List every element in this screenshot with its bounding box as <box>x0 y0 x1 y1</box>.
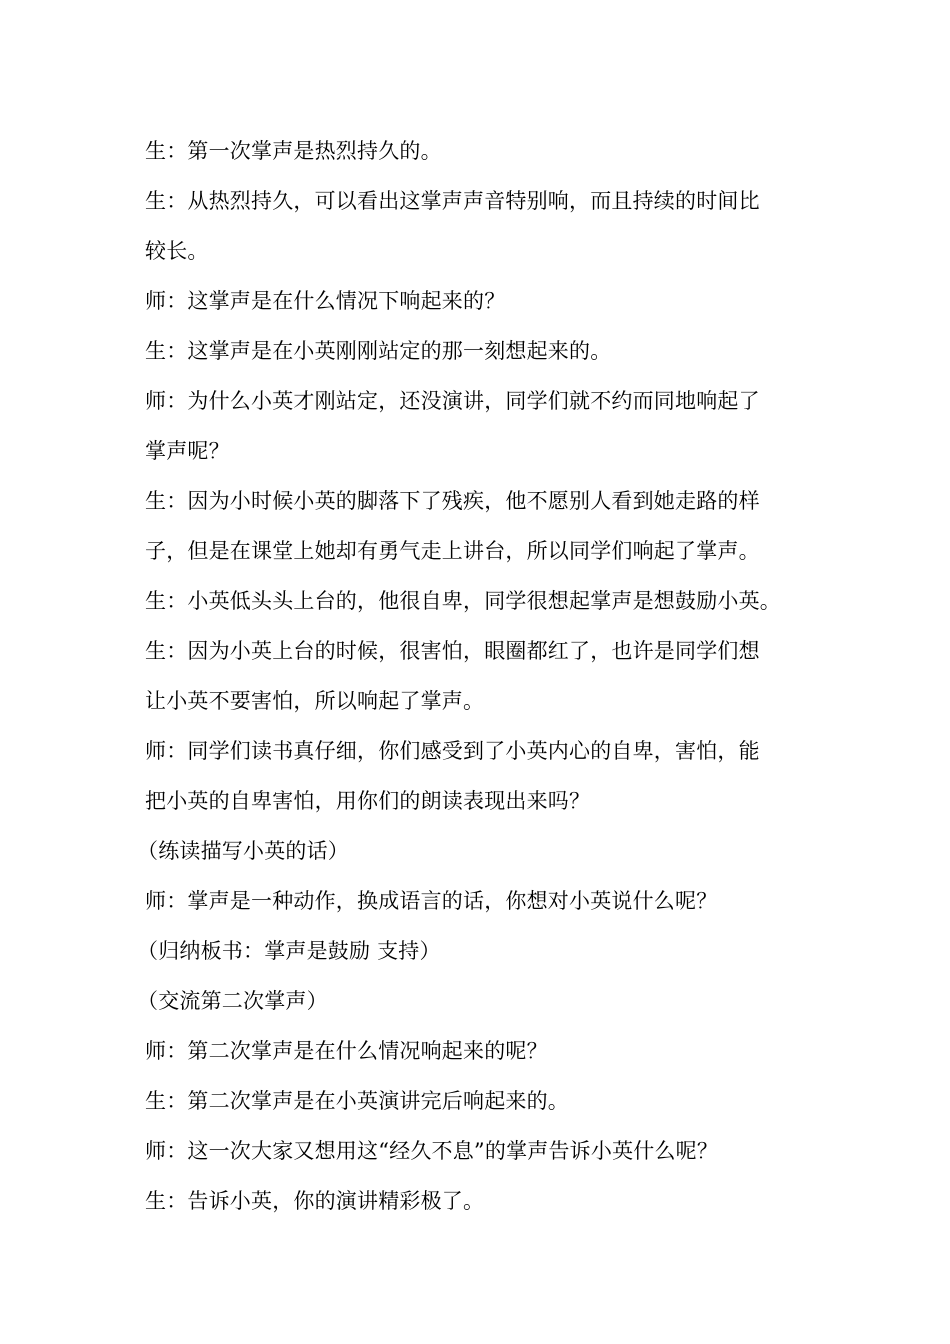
dialogue-line: 生：告诉小英，你的演讲精彩极了。 <box>145 1189 485 1213</box>
dialogue-line: 师：同学们读书真仔细，你们感受到了小英内心的自卑，害怕，能 <box>145 739 760 763</box>
dialogue-line: 生：因为小时候小英的脚落下了残疾，他不愿别人看到她走路的样 <box>145 489 760 513</box>
stage-note: （归纳板书：掌声是鼓励 支持） <box>137 939 441 963</box>
dialogue-line: 师：掌声是一种动作，换成语言的话，你想对小英说什么呢？ <box>145 889 718 913</box>
dialogue-line: 掌声呢？ <box>145 439 230 463</box>
dialogue-line: 生：第二次掌声是在小英演讲完后响起来的。 <box>145 1089 569 1113</box>
dialogue-line: 生：小英低头头上台的，他很自卑，同学很想起掌声是想鼓励小英。 <box>145 589 781 613</box>
document-page <box>137 126 810 1226</box>
dialogue-line: 生：第一次掌声是热烈持久的。 <box>145 139 442 163</box>
dialogue-line: 子，但是在课堂上她却有勇气走上讲台，所以同学们响起了掌声。 <box>145 539 760 563</box>
dialogue-line: 较长。 <box>145 239 209 263</box>
stage-note: （练读描写小英的话） <box>137 839 349 863</box>
dialogue-line: 把小英的自卑害怕，用你们的朗读表现出来吗？ <box>145 789 591 813</box>
dialogue-line: 让小英不要害怕，所以响起了掌声。 <box>145 689 485 713</box>
dialogue-line: 师：这掌声是在什么情况下响起来的？ <box>145 289 506 313</box>
dialogue-line: 师：第二次掌声是在什么情况响起来的呢？ <box>145 1039 548 1063</box>
dialogue-line: 师：为什么小英才刚站定，还没演讲，同学们就不约而同地响起了 <box>145 389 760 413</box>
dialogue-line: 生：这掌声是在小英刚刚站定的那一刻想起来的。 <box>145 339 612 363</box>
dialogue-line: 生：因为小英上台的时候，很害怕，眼圈都红了，也许是同学们想 <box>145 639 760 663</box>
dialogue-line: 师：这一次大家又想用这“经久不息”的掌声告诉小英什么呢？ <box>145 1139 719 1163</box>
dialogue-line: 生：从热烈持久，可以看出这掌声声音特别响，而且持续的时间比 <box>145 189 760 213</box>
stage-note: （交流第二次掌声） <box>137 989 328 1013</box>
